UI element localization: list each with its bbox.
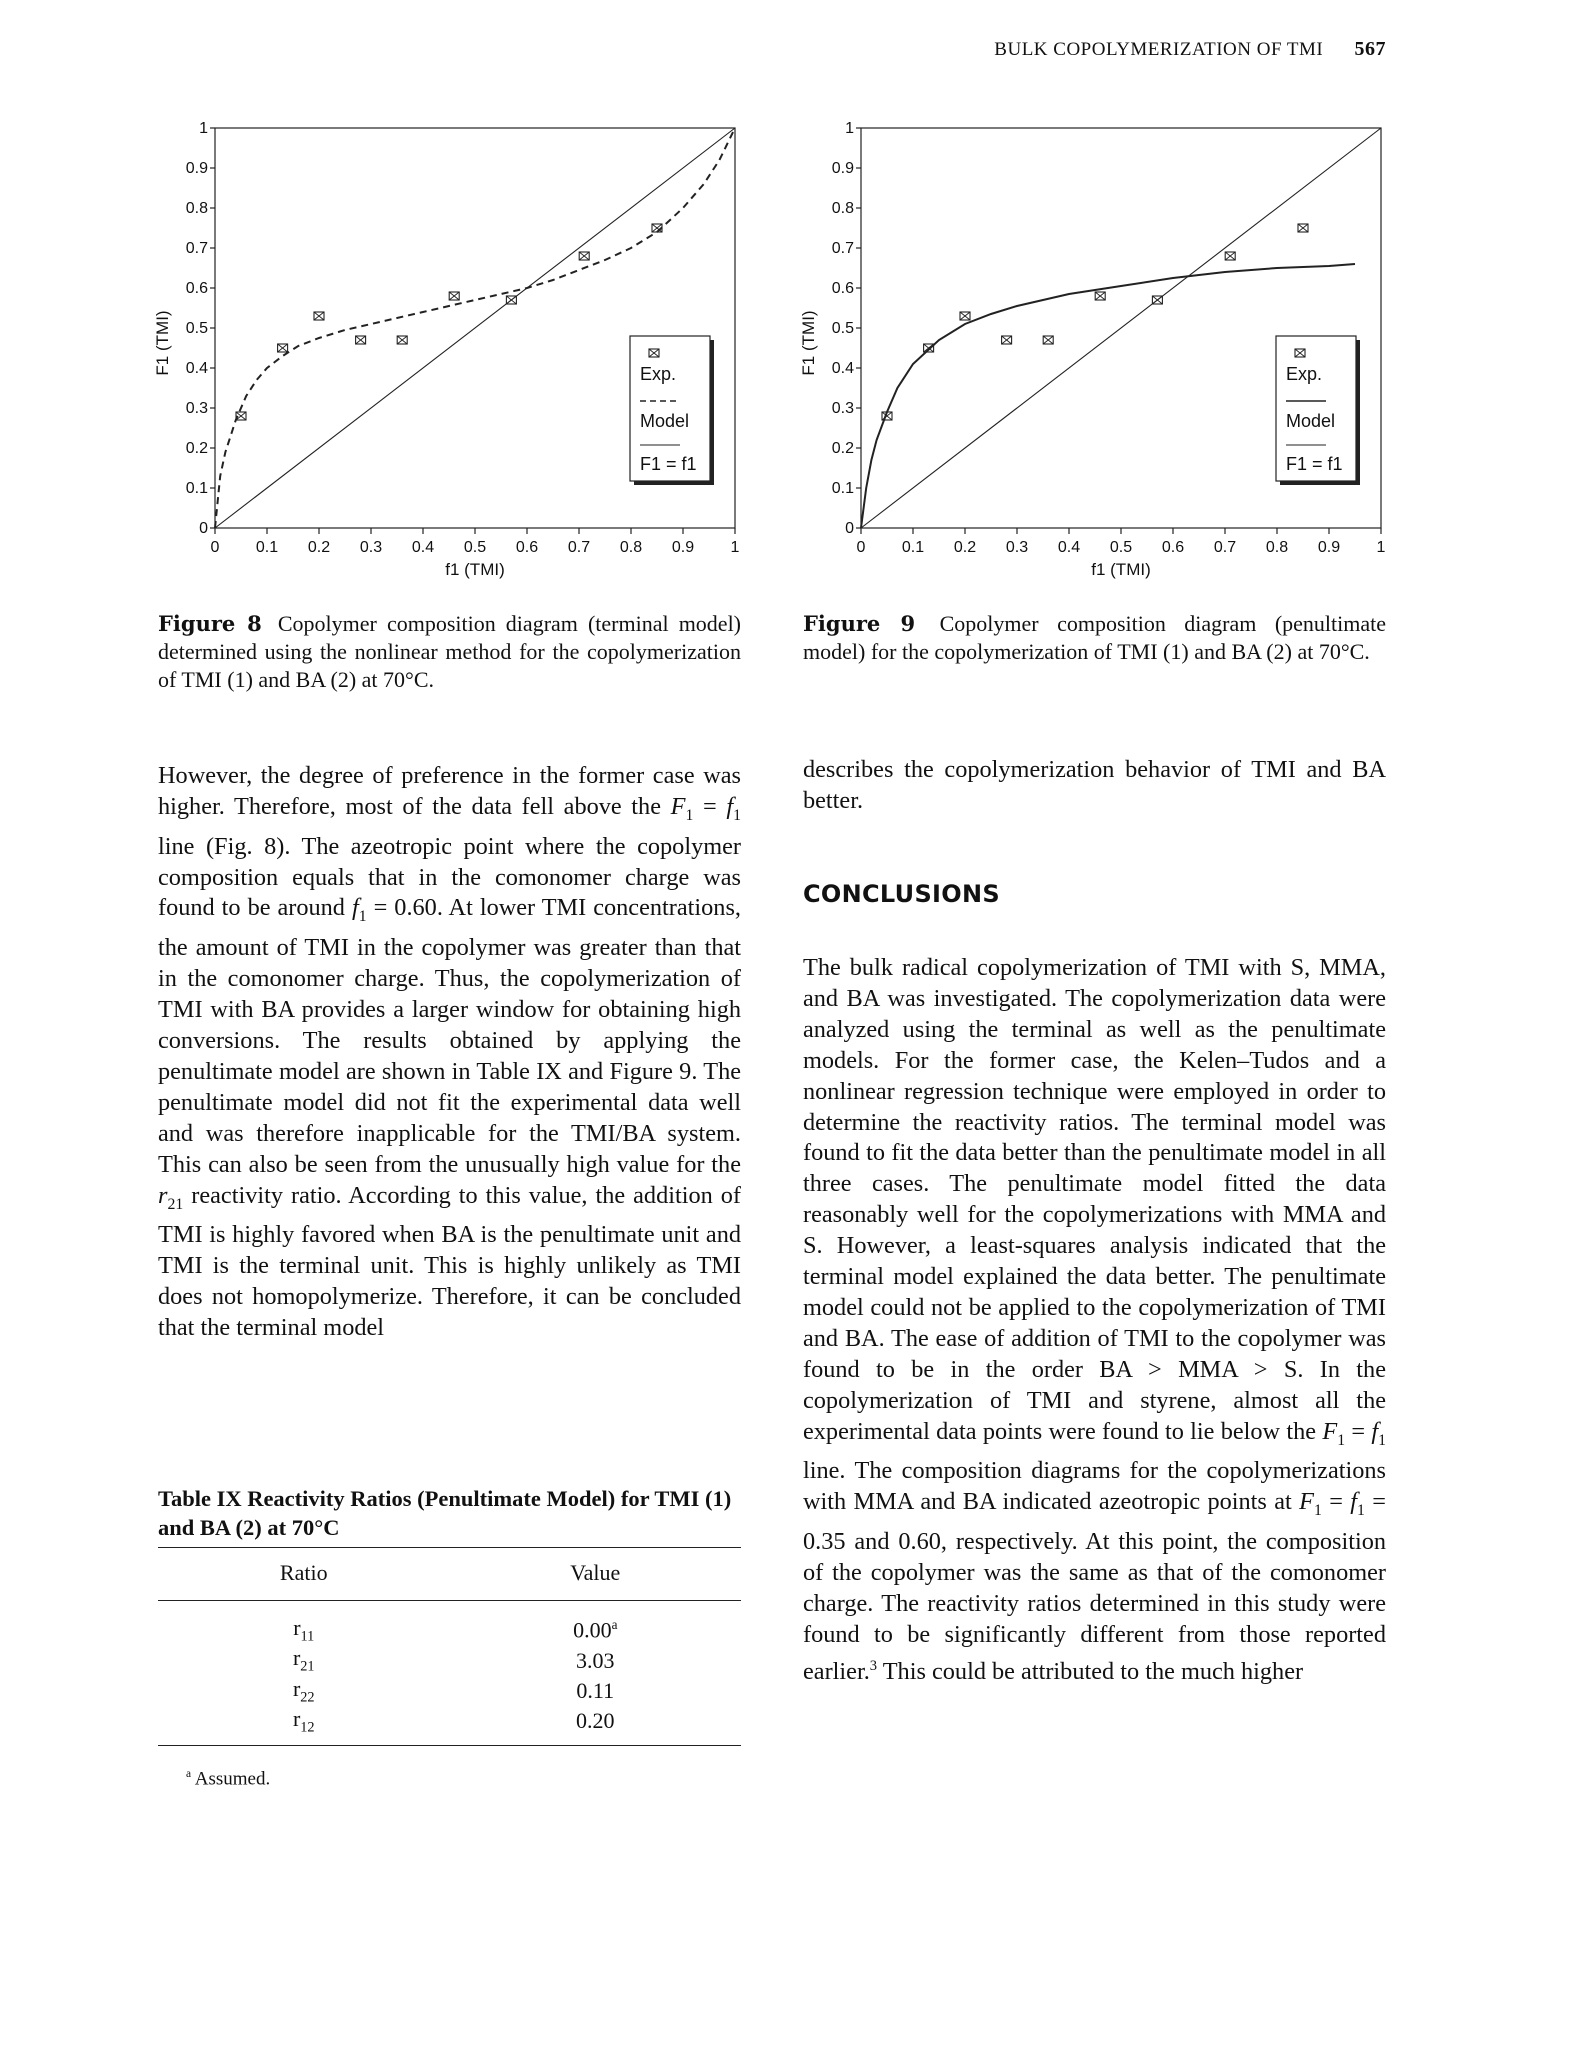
fig9-x-tick-label: 0.7 (1213, 539, 1237, 556)
figure-8-chart (140, 110, 750, 590)
fig9-y-tick-label: 0.3 (831, 400, 854, 417)
fig8-data-point (397, 336, 407, 344)
fig9-y-tick-label: 0.6 (831, 280, 854, 297)
fig9-legend-diag: F1 = f1 (1286, 454, 1343, 474)
fig9-y-tick-label: 0.8 (831, 200, 854, 217)
fig9-x-tick-label: 0.4 (1057, 539, 1081, 556)
table-cell-value: 0.00$^a$ (573, 1617, 618, 1643)
table-header-value: Value (570, 1560, 621, 1585)
right-column-continuation-text: describes the copolymerization behavior of TMI and BA better. (803, 756, 1386, 814)
fig8-legend-model: Model (640, 411, 690, 431)
fig8-x-tick-label: 0.7 (567, 539, 591, 556)
table-cell-value: 0.11 (576, 1677, 615, 1703)
fig9-y-tick-label: 0.4 (831, 360, 854, 377)
table-cell-value: 0.20 (576, 1708, 615, 1734)
fig8-y-tick-label: 0.5 (185, 320, 208, 337)
page-number: 567 (1354, 38, 1386, 60)
fig8-y-tick-label: 0.6 (185, 280, 208, 297)
fig8-legend-exp: Exp. (640, 364, 677, 384)
table-row (158, 1676, 741, 1706)
fig9-data-point (1095, 292, 1105, 300)
table-cell-ratio: $r_{12}$ (292, 1706, 315, 1736)
fig8-y-tick-label: 0.4 (185, 360, 208, 377)
figure-8-caption (158, 610, 741, 694)
fig8-x-tick-label: 1 (730, 539, 740, 556)
table-header-ratio: Ratio (279, 1560, 328, 1585)
table-cell-ratio: $r_{21}$ (292, 1645, 315, 1675)
table-row (158, 1615, 741, 1645)
table-row (158, 1706, 741, 1736)
figure-9-caption-text: Copolymer composition diagram (penultimate model) for the copolymerization of TMI (1) and BA (2) at 70°C. (803, 611, 1387, 664)
fig8-data-point (356, 336, 366, 344)
fig9-x-tick-label: 0 (856, 539, 866, 556)
fig9-legend-model: Model (1286, 411, 1336, 431)
fig9-x-axis-title: f1 (TMI) (1091, 560, 1151, 579)
fig9-x-tick-label: 0.1 (901, 539, 925, 556)
fig9-data-point (1043, 336, 1053, 344)
fig9-x-tick-label: 0.9 (1317, 539, 1341, 556)
table-header-row (158, 1548, 741, 1600)
left-column-paragraph: However, the degree of preference in the former case was higher. Therefore, most of the data fell above the $F_1 = f_1$ line (Fig. 8). The azeotropic point where the copolymer composition equals that in the comonomer charge was found to be around $f_1 = 0.60$. At lower TMI concentrations, the amount of TMI in the copolymer was greater than that in the comonomer charge. Thus, the copolymerization of TMI with BA provides a larger window for obtaining high conversions. The results obtained by applying the penultimate model are shown in Table IX and Figure 9. The penultimate model did not fit the experimental data well and was therefore inapplicable for the TMI/BA system. This can also be seen from the unusually high value for the $r_{21}$ reactivity ratio. According to this value, the addition of TMI is highly favored when BA is the penultimate unit and TMI is the terminal unit. This is highly unlikely as TMI does not homopolymerize. Therefore, it can be concluded that the terminal model (158, 762, 741, 1341)
table-9-grid (158, 1548, 741, 1600)
fig8-x-tick-label: 0.8 (619, 539, 643, 556)
figure-9-caption (803, 610, 1386, 666)
fig9-data-point (1002, 336, 1012, 344)
fig8-x-tick-label: 0.2 (307, 539, 331, 556)
fig9-y-tick-label: 0.7 (831, 240, 854, 257)
fig9-y-tick-label: 0 (845, 520, 854, 537)
fig9-y-tick-label: 0.1 (831, 480, 854, 497)
figure-9-chart (786, 110, 1396, 590)
figure-8-svg (140, 110, 750, 590)
conclusions-heading: CONCLUSIONS (803, 880, 1000, 908)
fig9-legend-exp: Exp. (1286, 364, 1323, 384)
fig9-x-tick-label: 0.5 (1109, 539, 1133, 556)
running-title: BULK COPOLYMERIZATION OF TMI (994, 39, 1324, 60)
figure-8-label: Figure 8 (158, 611, 262, 636)
fig8-x-axis-title: f1 (TMI) (445, 560, 505, 579)
fig8-data-point (449, 292, 459, 300)
table-9-footnote: $^a$ Assumed. (186, 1768, 271, 1790)
fig9-y-tick-label: 0.2 (831, 440, 854, 457)
fig8-y-tick-label: 0.3 (185, 400, 208, 417)
fig8-x-tick-label: 0.3 (359, 539, 383, 556)
fig8-x-tick-label: 0.4 (411, 539, 435, 556)
fig9-x-tick-label: 1 (1376, 539, 1386, 556)
table-cell-value: 3.03 (576, 1647, 615, 1673)
fig8-x-tick-label: 0.9 (671, 539, 695, 556)
fig9-y-tick-label: 0.9 (831, 160, 854, 177)
table-cell-ratio: $r_{22}$ (292, 1675, 315, 1706)
fig9-x-tick-label: 0.3 (1005, 539, 1029, 556)
left-column-text (158, 761, 741, 1344)
right-column-continuation (803, 755, 1386, 817)
fig8-y-tick-label: 1 (199, 120, 208, 137)
fig8-x-tick-label: 0 (210, 539, 220, 556)
table-9 (158, 1547, 741, 1746)
fig8-y-tick-label: 0 (199, 520, 208, 537)
fig8-y-tick-label: 0.9 (185, 160, 208, 177)
fig9-y-axis-title: F1 (TMI) (799, 310, 818, 376)
fig9-x-tick-label: 0.8 (1265, 539, 1289, 556)
fig9-x-tick-label: 0.2 (953, 539, 977, 556)
conclusions-text (803, 953, 1386, 1688)
fig8-y-tick-label: 0.8 (185, 200, 208, 217)
fig8-y-tick-label: 0.2 (185, 440, 208, 457)
fig8-data-point (278, 344, 288, 352)
figure-8-caption-text: Copolymer composition diagram (terminal model) determined using the nonlinear method for the copolymerization of TMI (1) and BA (2) at 70°C. (158, 611, 742, 692)
fig8-data-point (314, 312, 324, 320)
fig8-y-tick-label: 0.1 (185, 480, 208, 497)
fig9-data-point (960, 312, 970, 320)
table-row (158, 1645, 741, 1675)
table-bottom-rule (158, 1745, 741, 1746)
fig8-x-tick-label: 0.6 (515, 539, 539, 556)
fig8-x-tick-label: 0.5 (463, 539, 487, 556)
table-9-body (158, 1615, 741, 1737)
table-header-rule (158, 1600, 741, 1601)
figure-9-svg (786, 110, 1396, 590)
fig8-y-axis-title: F1 (TMI) (153, 310, 172, 376)
fig8-x-tick-label: 0.1 (255, 539, 279, 556)
table-cell-ratio: $r_{11}$ (293, 1615, 315, 1645)
figure-9-label: Figure 9 (803, 611, 916, 636)
running-head (994, 38, 1386, 61)
fig9-data-point (1298, 224, 1308, 232)
conclusions-paragraph: The bulk radical copolymerization of TMI with S, MMA, and BA was investigated. The copolymerization data were analyzed using the terminal as well as the penultimate models. For the former case, the Kelen–Tudos and a nonlinear regression technique were employed in order to determine the reactivity ratios. The terminal model was found to fit the data better than the penultimate model in all three cases. The penultimate model fitted the data reasonably well for the copolymerizations with MMA and S. However, a least-squares analysis indicated that the terminal model explained the data better. The penultimate model could not be applied to the copolymerization of TMI and BA. The ease of addition of TMI to the copolymer was found to be in the order BA > MMA > S. In the copolymerization of TMI and styrene, almost all the experimental data points were found to lie below the $F_1 = f_1$ line. The composition diagrams for the copolymerizations with MMA and BA indicated azeotropic points at $F_1 = f_1 = 0.35$ and 0.60, respectively. At this point, the composition of the copolymer was the same as that of the comonomer charge. The reactivity ratios determined in this study were found to be significantly different from those reported earlier.$^3$ This could be attributed to the much higher (803, 954, 1386, 1685)
fig9-y-tick-label: 1 (845, 120, 854, 137)
table-9-title: Table IX Reactivity Ratios (Penultimate Model) for TMI (1) and BA (2) at 70°C (158, 1486, 732, 1540)
fig8-data-point (579, 252, 589, 260)
fig9-data-point (1225, 252, 1235, 260)
fig8-y-tick-label: 0.7 (185, 240, 208, 257)
fig8-legend-diag: F1 = f1 (640, 454, 697, 474)
fig9-x-tick-label: 0.6 (1161, 539, 1185, 556)
fig9-y-tick-label: 0.5 (831, 320, 854, 337)
